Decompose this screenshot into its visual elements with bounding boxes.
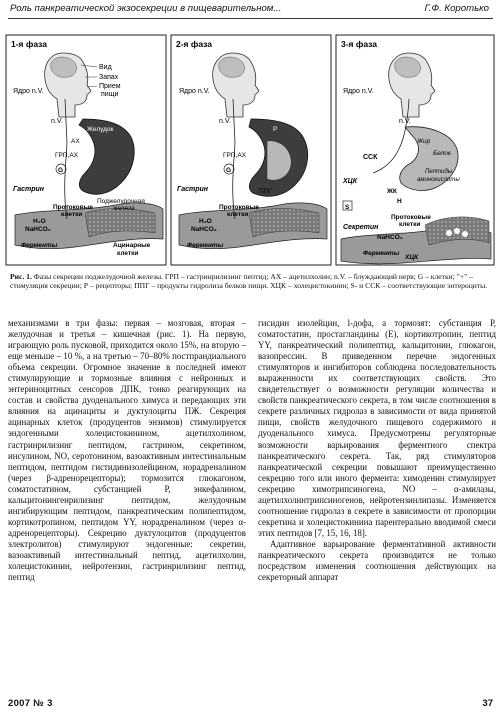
- svg-text:клетки: клетки: [399, 221, 421, 228]
- svg-text:АХ: АХ: [71, 138, 80, 145]
- running-header: [8, 2, 493, 16]
- svg-text:Секретин: Секретин: [343, 224, 379, 231]
- svg-text:Желудок: Желудок: [87, 126, 114, 133]
- running-title: Роль панкреатической экзосекреции в пищеварительном...: [10, 3, 282, 14]
- page-number: 37: [482, 698, 493, 709]
- svg-text:железа: железа: [113, 205, 135, 212]
- svg-text:n.V.: n.V.: [399, 118, 411, 125]
- svg-text:H₂O: H₂O: [199, 218, 212, 225]
- panel-phase-3: [336, 35, 494, 265]
- svg-text:Запах: Запах: [99, 74, 119, 81]
- svg-text:Гастрин: Гастрин: [13, 186, 44, 193]
- panel-phase-1: [6, 35, 166, 265]
- svg-text:Гастрин: Гастрин: [177, 186, 208, 193]
- svg-text:ХЦК: ХЦК: [405, 254, 419, 261]
- svg-text:Протоковые: Протоковые: [219, 204, 259, 211]
- svg-text:клетки: клетки: [227, 211, 249, 218]
- svg-text:аминокислоты: аминокислоты: [417, 177, 460, 183]
- svg-text:Ядро n.V.: Ядро n.V.: [343, 88, 374, 95]
- svg-text:G: G: [226, 167, 232, 174]
- svg-text:Поджелудочная: Поджелудочная: [97, 198, 145, 205]
- panel-1-title: 1-я фаза: [11, 39, 47, 49]
- figure-caption: [10, 272, 492, 290]
- svg-text:n.V.: n.V.: [219, 118, 231, 125]
- svg-text:Жир: Жир: [417, 138, 431, 145]
- svg-text:Ферменты: Ферменты: [187, 242, 224, 249]
- svg-text:NaHCO₃: NaHCO₃: [25, 226, 51, 233]
- panel-2-title: 2-я фаза: [176, 39, 212, 49]
- page-footer: [8, 698, 493, 712]
- svg-text:Пептиды,: Пептиды,: [425, 169, 454, 175]
- body-column-right: [258, 318, 496, 583]
- svg-text:Ацинарные: Ацинарные: [113, 242, 151, 249]
- panel-phase-2: [171, 35, 331, 265]
- svg-text:Протоковые: Протоковые: [391, 214, 431, 221]
- svg-text:Прием: Прием: [99, 83, 121, 90]
- svg-text:ЖК: ЖК: [387, 188, 397, 195]
- svg-text:Ферменты: Ферменты: [363, 250, 400, 257]
- svg-text:P: P: [273, 126, 278, 133]
- svg-text:ППГ: ППГ: [259, 188, 272, 195]
- svg-text:G: G: [58, 167, 64, 174]
- svg-text:NaHCO₃: NaHCO₃: [377, 234, 403, 241]
- svg-text:Белок: Белок: [433, 150, 451, 157]
- svg-text:ГРП,АХ: ГРП,АХ: [223, 152, 247, 159]
- svg-text:ГРП,АХ: ГРП,АХ: [55, 152, 79, 159]
- running-author: Г.Ф. Коротько: [424, 3, 489, 14]
- svg-text:Ферменты: Ферменты: [21, 242, 58, 249]
- paragraph: гисидин изолейцин, l-дофа, а тормозят: субстанция Р, соматостатин, простагландины (Е), кортикотропин, пептид YY, панкреатический полипептид, кальцитонин, глюкагон, вазопрессин. В приведенном перечне эндогенных стимуляторов и ингибиторов соблюдена последовательность выраженности их соответствующих свойств. Это свидетельствует о возможности регуляции количества и свойств панкреатического секрета, в том числе соотношения в секрете различных гидролаз в зависимости от вида принятой пищи, свойств желудочного пищевого содержимого и дуоденального химуса. Предусмотрены регуляторные возможности варьирования ферментного спектра панкреатического секрета. Так, ряд стимуляторов панкреатической секреции повышают преимущественно секрецию того или иного фермента: химоденин стимулирует секрецию химотрипсиногена, NO – α-амилазы, ацетилхолинтрипсиногенов, нейротензинлипазы. Изменяется соотношение гидролаз в секрете в зависимости от пропорции секретина и холецистокинина парентерально вводимой смеси этих пептидов [7, 15, 16, 18].: [258, 318, 496, 538]
- panel-3-title: 3-я фаза: [341, 39, 377, 49]
- body-column-left: [8, 318, 246, 583]
- svg-text:клетки: клетки: [61, 211, 83, 218]
- svg-text:Протоковые: Протоковые: [53, 204, 93, 211]
- caption-label: Рис. 1.: [10, 272, 32, 281]
- figure-phases: [5, 33, 496, 268]
- svg-text:H: H: [397, 198, 402, 205]
- paragraph: механизмами в три фазы: первая – мозговая, вторая – желудочная и третья – кишечная (рис. 1). На первую, играющую роль пусковой, приходится около 15%, на вторую – еще меньше – 10 %, а на третью – 70–80% постпрандиального объема секреции. Огромное значение в последней имеют стимулирующие и тормозные влияния с нейронных и энтериноцитных сенсоров ДПК, тонко реагирующих на состав и свойства дуоденального химуса и передающих эти влияния на ацинациты и дуктулоциты ПЖ. Секреция ацинарных клеток (продуцентов энзимов) стимулируется эндогенными холецистокинином, ацетилхолином, гастринрилизинг пептидом, гастрином, секретином, инсулином, NO, серотонином, вазоактивным интестинальным пептидом, пептидом гистидинизолейцином, норадреналином (через β-адренорецепторы); тормозится глюкагоном, соматостатином, субстанцией Р, энкефалином, кальцитонингенрилизинг пептидом, желудочным ингибирующим пептидом, панкреатическим полипептидом, кортикотропином, пептидом YY, норадреналином (через α-адренорецепторы). Секрецию дуктулоцитов (продуцентов электролитов) стимулируют эндогенные: секретин, вазоактивный интестинальный пептид, ацетилхолин, холецистокинин, нейротензин, гастринрилизинг пептид, пептид: [8, 318, 246, 583]
- svg-text:пищи: пищи: [101, 91, 119, 98]
- svg-text:Ядро n.V.: Ядро n.V.: [13, 88, 44, 95]
- svg-text:H₂O: H₂O: [33, 218, 46, 225]
- svg-text:Вид: Вид: [99, 64, 112, 71]
- svg-text:ХЦК: ХЦК: [343, 178, 358, 185]
- header-rule: [8, 18, 493, 19]
- caption-text: Фазы секреции поджелудочной железы. ГРП – гастринрилизинг пептид; АХ – ацетилхолин; n.V. – блуждающий нерв; G – клетки; "+" – стимуляция секреции; Р – рецепторы; ППГ – продукты гидролиза белков пищи. ХЦК – холецистокинин; S- и ССК – соответствующие энтероциты.: [10, 272, 488, 290]
- paragraph: Адаптивное варьирование ферментативной активности панкреатического секрета производится не только посредством изменения соотношения действующих на секреторный аппарат: [258, 538, 496, 583]
- svg-text:NaHCO₃: NaHCO₃: [191, 226, 217, 233]
- svg-text:S: S: [345, 204, 350, 211]
- svg-text:клетки: клетки: [117, 250, 139, 257]
- svg-text:ССК: ССК: [363, 154, 378, 161]
- svg-text:Ядро n.V.: Ядро n.V.: [179, 88, 210, 95]
- svg-text:n.V.: n.V.: [51, 118, 63, 125]
- issue-number: 2007 № 3: [8, 698, 53, 709]
